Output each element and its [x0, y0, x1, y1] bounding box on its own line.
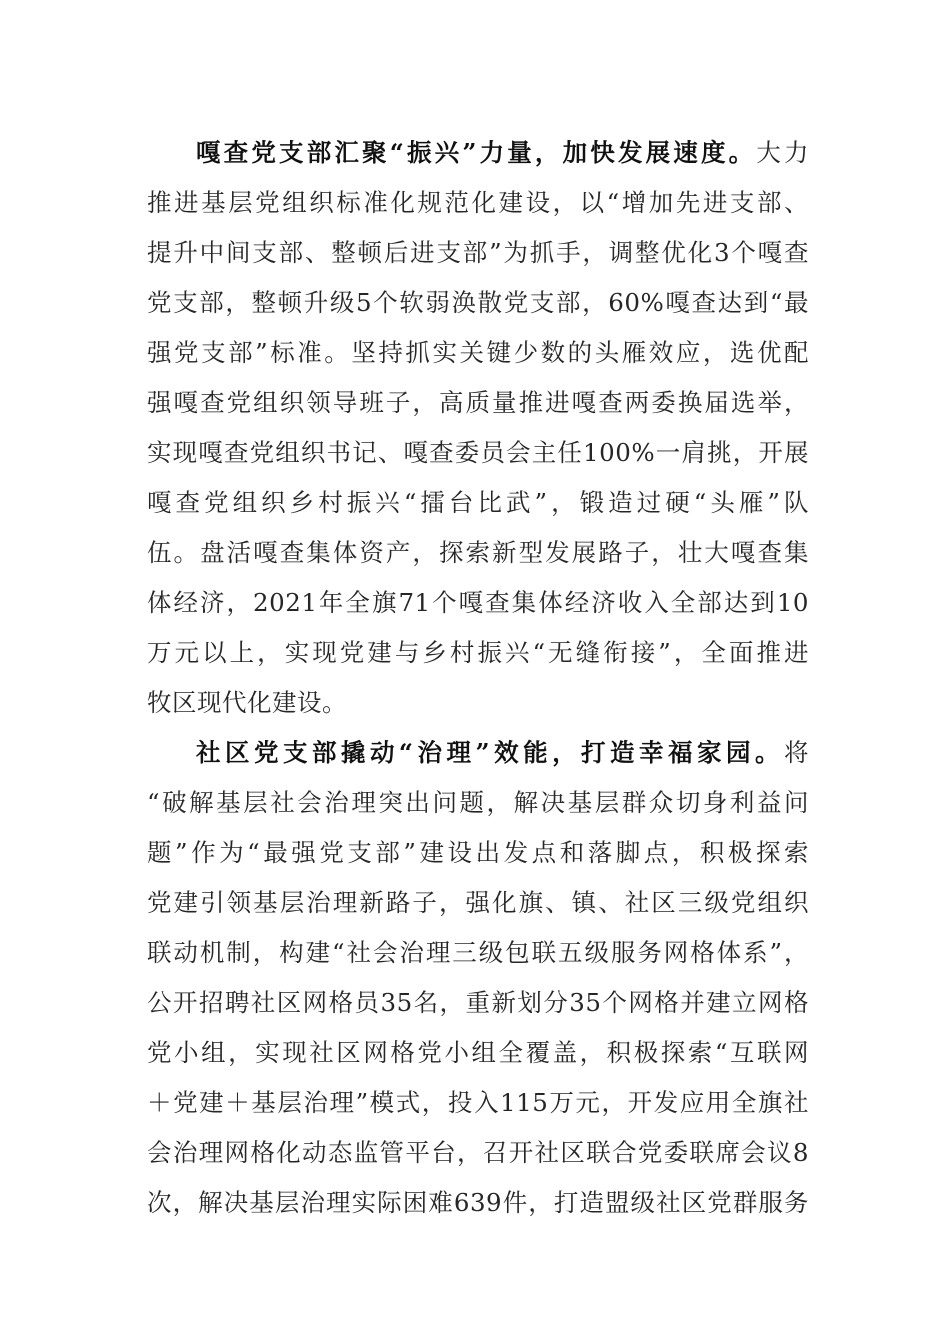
paragraph-1-line-9: 伍。盘活嘎查集体资产，探索新型发展路子，壮大嘎查集 — [147, 538, 809, 567]
paragraph-2-line-1 — [196, 733, 809, 773]
paragraph-1-line-12: 牧区现代化建设。 — [147, 688, 347, 717]
paragraph-2-line-5: 联动机制，构建“社会治理三级包联五级服务网格体系”， — [147, 938, 809, 967]
paragraph-2-text: 将 — [784, 738, 809, 767]
paragraph-2-line-6: 公开招聘社区网格员35名，重新划分35个网格并建立网格 — [147, 988, 809, 1017]
paragraph-1-line-1 — [196, 133, 809, 173]
paragraph-2-line-4: 党建引领基层治理新路子，强化旗、镇、社区三级党组织 — [147, 888, 809, 917]
paragraph-1-line-10: 体经济，2021年全旗71个嘎查集体经济收入全部达到10 — [147, 588, 809, 617]
paragraph-1-line-6: 强嘎查党组织领导班子，高质量推进嘎查两委换届选举， — [147, 388, 809, 417]
paragraph-1-line-8: 嘎查党组织乡村振兴“擂台比武”，锻造过硬“头雁”队 — [147, 488, 809, 517]
paragraph-1-line-4: 党支部，整顿升级5个软弱涣散党支部，60%嘎查达到“最 — [147, 288, 809, 317]
paragraph-1-text: 大力 — [756, 138, 810, 167]
paragraph-2-line-2: “破解基层社会治理突出问题，解决基层群众切身利益问 — [147, 788, 809, 817]
paragraph-1-line-2: 推进基层党组织标准化规范化建设，以“增加先进支部、 — [147, 188, 809, 217]
paragraph-1-line-5: 强党支部”标准。坚持抓实关键少数的头雁效应，选优配 — [147, 338, 809, 367]
paragraph-1-line-3: 提升中间支部、整顿后进支部”为抓手，调整优化3个嘎查 — [147, 238, 809, 267]
paragraph-1-line-11: 万元以上，实现党建与乡村振兴“无缝衔接”，全面推进 — [147, 638, 809, 667]
paragraph-1-line-7: 实现嘎查党组织书记、嘎查委员会主任100%一肩挑，开展 — [147, 438, 809, 467]
paragraph-2-line-8: ＋党建＋基层治理”模式，投入115万元，开发应用全旗社 — [147, 1088, 809, 1117]
paragraph-1-heading: 嘎查党支部汇聚“振兴”力量，加快发展速度。 — [196, 138, 757, 167]
paragraph-2-line-7: 党小组，实现社区网格党小组全覆盖，积极探索“互联网 — [147, 1038, 809, 1067]
paragraph-2-line-10: 次，解决基层治理实际困难639件，打造盟级社区党群服务 — [147, 1188, 809, 1217]
paragraph-2-line-3: 题”作为“最强党支部”建设出发点和落脚点，积极探索 — [147, 838, 809, 867]
paragraph-2-line-9: 会治理网格化动态监管平台，召开社区联合党委联席会议8 — [147, 1138, 809, 1167]
paragraph-2-heading: 社区党支部撬动“治理”效能，打造幸福家园。 — [196, 738, 784, 767]
